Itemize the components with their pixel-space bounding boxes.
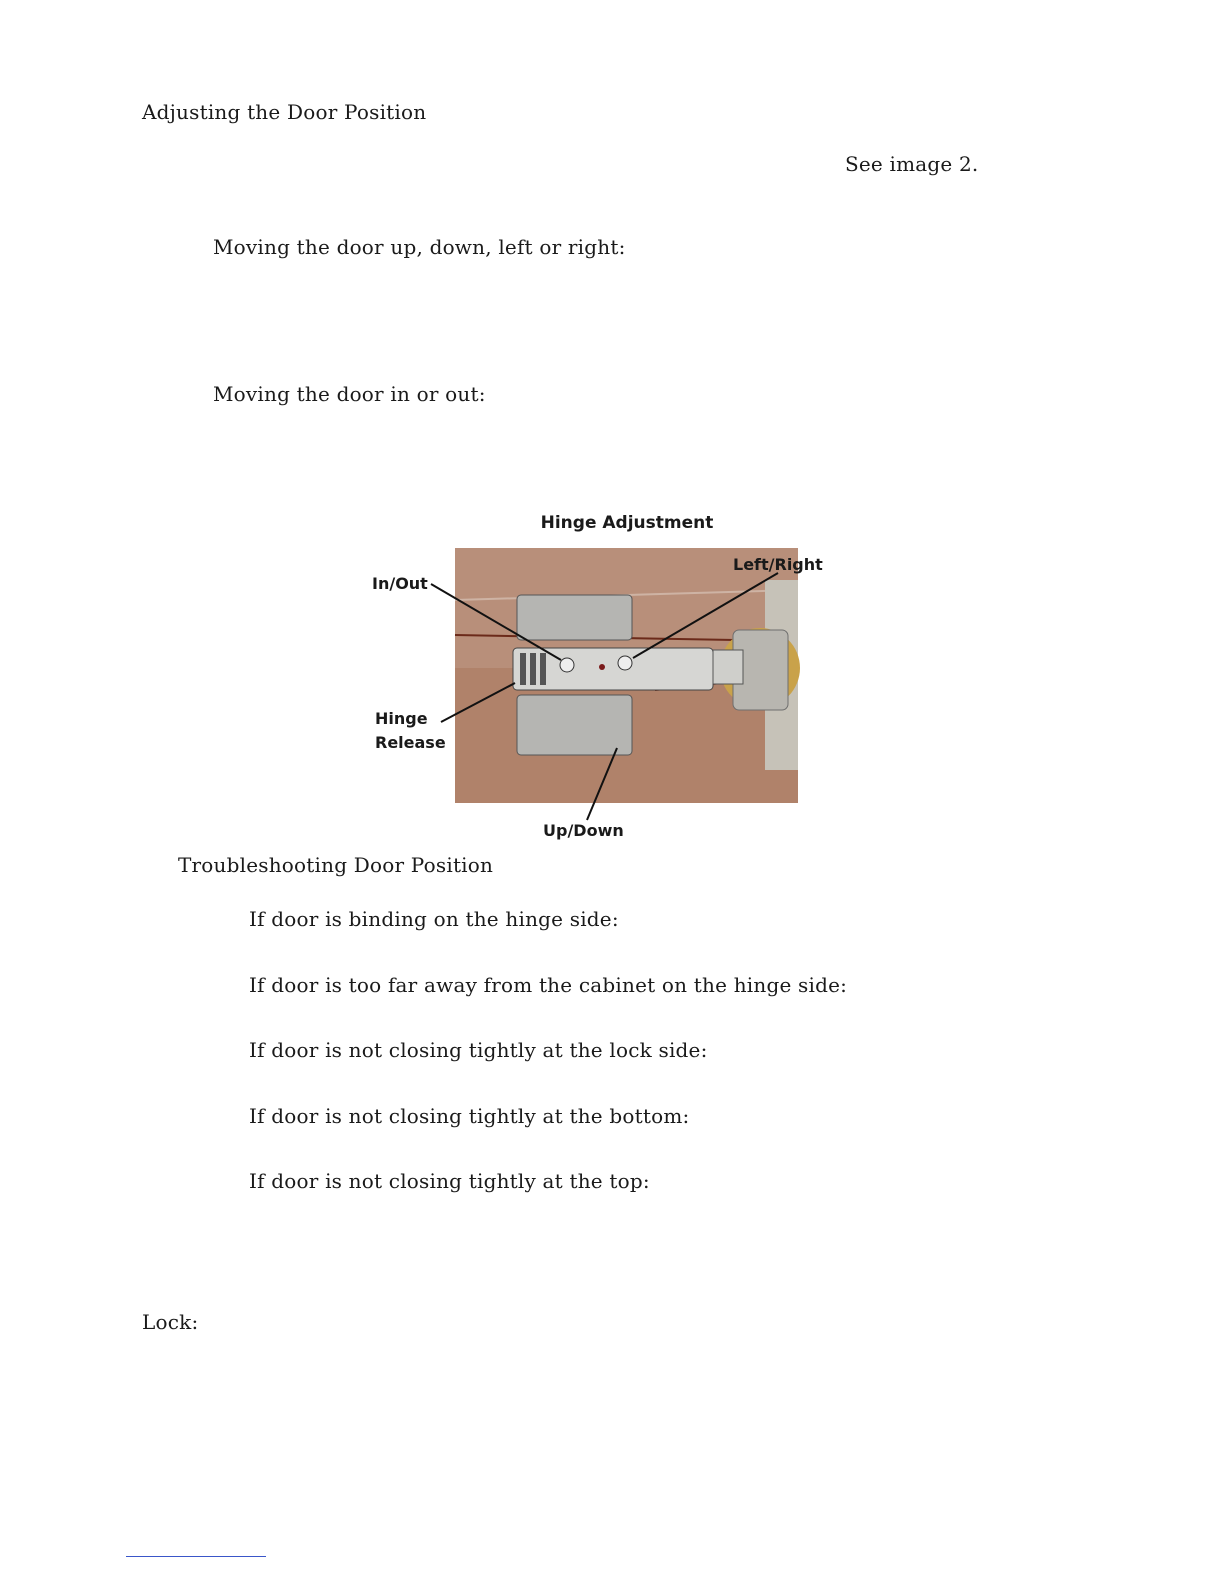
hinge-adjustment-figure xyxy=(355,500,830,850)
label-left-right: Left/Right xyxy=(733,555,823,574)
troubleshooting-item: If door is binding on the hinge side: xyxy=(249,907,619,931)
heading-lock: Lock: xyxy=(142,1310,199,1334)
figure-title: Hinge Adjustment xyxy=(540,513,714,533)
label-hinge: Hinge xyxy=(375,709,428,728)
see-image-reference: See image 2. xyxy=(845,152,979,176)
troubleshooting-item: If door is not closing tightly at the lock side: xyxy=(249,1038,708,1062)
heading-adjusting-door-position: Adjusting the Door Position xyxy=(142,100,427,124)
subheading-up-down-left-right: Moving the door up, down, left or right: xyxy=(213,235,626,259)
label-up-down: Up/Down xyxy=(543,821,624,840)
label-release: Release xyxy=(375,733,446,752)
hinge-photo xyxy=(355,500,830,850)
troubleshooting-item: If door is too far away from the cabinet on the hinge side: xyxy=(249,973,848,997)
troubleshooting-item: If door is not closing tightly at the top: xyxy=(249,1169,650,1193)
label-in-out: In/Out xyxy=(372,574,428,593)
heading-troubleshooting: Troubleshooting Door Position xyxy=(178,853,494,877)
footnote-separator xyxy=(126,1556,266,1557)
subheading-in-out: Moving the door in or out: xyxy=(213,382,486,406)
troubleshooting-item: If door is not closing tightly at the bottom: xyxy=(249,1104,690,1128)
